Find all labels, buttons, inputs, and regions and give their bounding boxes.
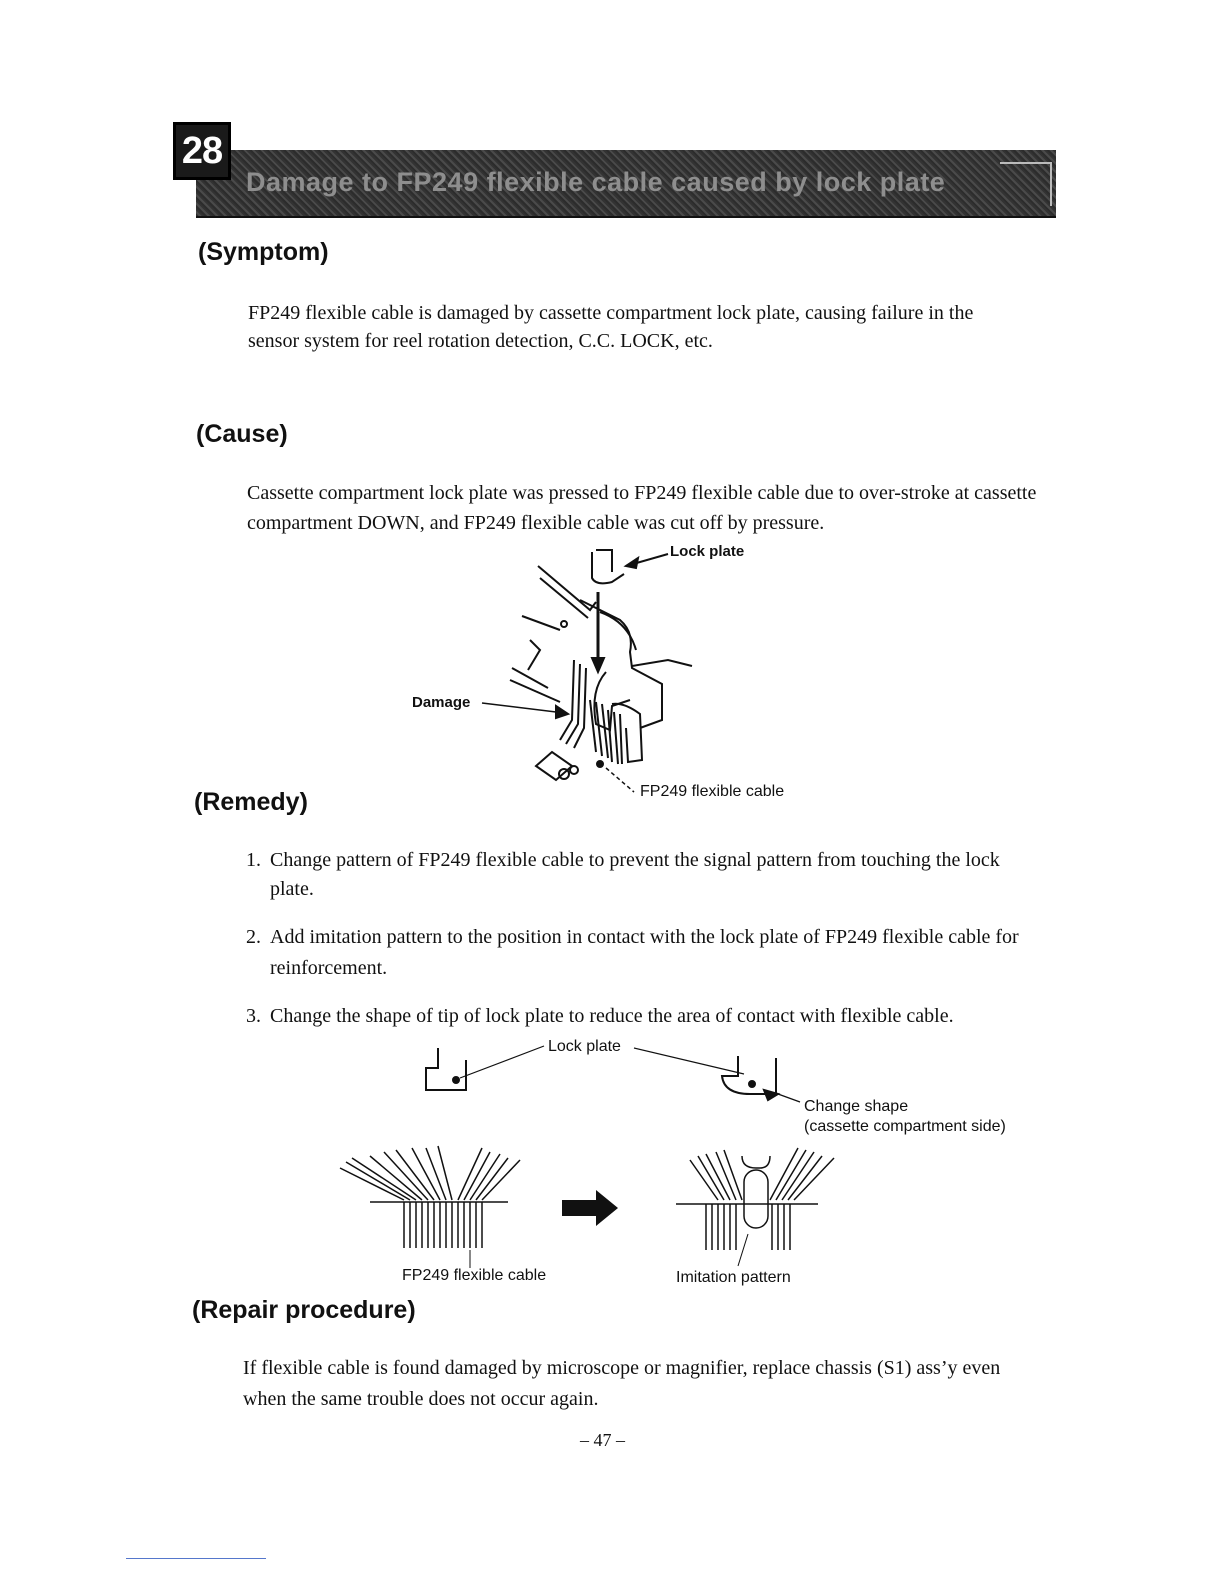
change-shape-sublabel: (cassette compartment side) [804,1118,1006,1135]
remedy-heading: (Remedy) [194,788,308,816]
left-cable-lines [340,1146,520,1268]
footer-rule [126,1558,266,1559]
change-shape-label: Change shape [804,1098,909,1115]
remedy-item-number: 2. [246,926,261,948]
remedy-item-text: plate. [270,878,314,900]
page-number: – 47 – [580,1430,625,1450]
remedy-item-number: 3. [246,1005,261,1027]
fig2-cable-label: FP249 flexible cable [402,1267,547,1284]
repair-text-line1: If flexible cable is found damaged by microscope or magnifier, replace chassis (S1) ass’y even [243,1357,1001,1379]
symptom-heading: (Symptom) [198,238,329,266]
remedy-item-number: 1. [246,849,261,871]
remedy-item-text: reinforcement. [270,957,388,979]
repair-text-line2: when the same trouble does not occur again. [243,1388,599,1410]
fp249-cable-label: FP249 flexible cable [640,783,785,800]
repair-heading: (Repair procedure) [192,1296,416,1324]
remedy-item-text: Change the shape of tip of lock plate to reduce the area of contact with flexible cable. [270,1005,954,1027]
remedy-item-text: Add imitation pattern to the position in contact with the lock plate of FP249 flexible cable for [270,926,1019,948]
fig2-lock-plate-label: Lock plate [548,1038,621,1055]
remedy-item-text: Change pattern of FP249 flexible cable to prevent the signal pattern from touching the lock [270,849,1000,871]
cause-text-line2: compartment DOWN, and FP249 flexible cable was cut off by pressure. [247,512,825,534]
cause-heading: (Cause) [196,420,288,448]
cause-text-line1: Cassette compartment lock plate was pressed to FP249 flexible cable due to over-stroke at cassette [247,482,1037,504]
chapter-number-badge: 28 [173,122,231,180]
right-cable-lines [676,1148,834,1266]
lock-plate-label: Lock plate [670,543,745,560]
damage-label: Damage [412,694,471,711]
page-title: Damage to FP249 flexible cable caused by lock plate [246,167,946,197]
imitation-pattern-label: Imitation pattern [676,1269,791,1286]
symptom-text-line2: sensor system for reel rotation detection, C.C. LOCK, etc. [248,330,713,352]
symptom-text-line1: FP249 flexible cable is damaged by cassette compartment lock plate, causing failure in the [248,302,974,324]
